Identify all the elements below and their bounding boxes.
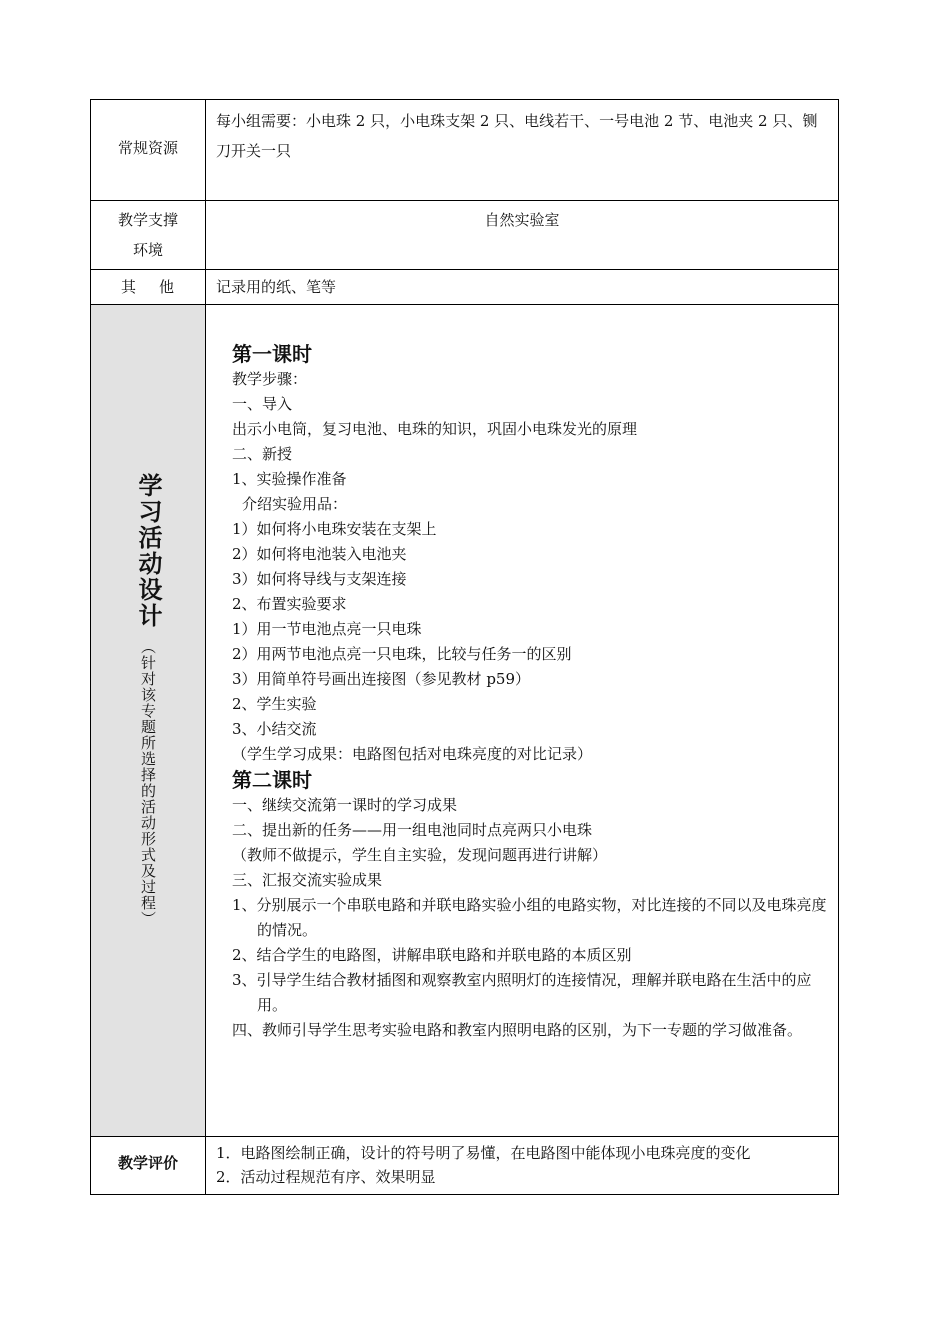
lesson2-line: 1、分别展示一个串联电路和并联电路实验小组的电路实物，对比连接的不同以及电珠亮度的情况。 bbox=[232, 896, 827, 939]
lesson1-line: 二、新授 bbox=[232, 445, 293, 463]
lesson1-line: 教学步骤： bbox=[232, 370, 308, 388]
environment-label-cell bbox=[91, 201, 206, 270]
lesson2-line: 2、结合学生的电路图，讲解串联电路和并联电路的本质区别 bbox=[232, 946, 632, 964]
lesson2-line: 二、提出新的任务——用一组电池同时点亮两只小电珠 bbox=[232, 821, 593, 839]
lesson1-line: 1）如何将小电珠安装在支架上 bbox=[232, 520, 437, 538]
lesson2-line: 四、教师引导学生思考实验电路和教室内照明电路的区别，为下一专题的学习做准备。 bbox=[232, 1021, 803, 1039]
lesson1-line: 出示小电筒，复习电池、电珠的知识，巩固小电珠发光的原理 bbox=[232, 420, 638, 438]
lesson1-line: （学生学习成果：电路图包括对电珠亮度的对比记录） bbox=[232, 745, 593, 763]
lesson2-line: （教师不做提示，学生自主实验，发现问题再进行讲解） bbox=[232, 846, 608, 864]
lesson1-line: 1、实验操作准备 bbox=[232, 470, 347, 488]
lesson1-heading: 第一课时 bbox=[232, 342, 312, 366]
environment-row bbox=[91, 201, 839, 270]
lesson-plan-table bbox=[90, 99, 839, 1195]
lesson1-line: 1）用一节电池点亮一只电珠 bbox=[232, 620, 422, 638]
other-row bbox=[91, 270, 839, 305]
other-label-cell bbox=[91, 270, 206, 305]
design-side-title: 学习活动设计 bbox=[134, 473, 162, 629]
lesson2-line: 三、汇报交流实验成果 bbox=[232, 871, 383, 889]
lesson1-line: 2）用两节电池点亮一只电珠，比较与任务一的区别 bbox=[232, 645, 572, 663]
lesson2-line: 3、引导学生结合教材插图和观察教室内照明灯的连接情况，理解并联电路在生活中的应用。 bbox=[232, 971, 812, 1014]
evaluation-label: 教学评价 bbox=[117, 1154, 178, 1172]
resources-label: 常规资源 bbox=[117, 139, 178, 157]
evaluation-item: 2．活动过程规范有序、效果明显 bbox=[216, 1168, 436, 1186]
lesson1-line: 介绍实验用品： bbox=[242, 495, 348, 513]
design-side-subtitle: （针对该专题所选择的活动形式及过程） bbox=[139, 639, 157, 927]
design-side-cell bbox=[91, 305, 206, 1137]
lesson1-line: 2、学生实验 bbox=[232, 695, 317, 713]
other-label-char2: 他 bbox=[159, 278, 176, 296]
lesson1-line: 一、导入 bbox=[232, 395, 293, 413]
lesson2-line: 一、继续交流第一课时的学习成果 bbox=[232, 796, 458, 814]
evaluation-label-cell bbox=[91, 1137, 206, 1195]
lesson1-line: 3）用简单符号画出连接图（参见教材 p59） bbox=[232, 670, 531, 688]
resources-label-cell bbox=[91, 100, 206, 201]
environment-text: 自然实验室 bbox=[206, 201, 839, 270]
other-text: 记录用的纸、笔等 bbox=[206, 270, 839, 305]
design-row bbox=[91, 305, 839, 1137]
evaluation-content bbox=[206, 1137, 839, 1195]
lesson1-line: 2、布置实验要求 bbox=[232, 595, 347, 613]
lesson1-line: 2）如何将电池装入电池夹 bbox=[232, 545, 407, 563]
lesson2-heading: 第二课时 bbox=[232, 768, 312, 792]
environment-label-line2: 环境 bbox=[132, 241, 163, 259]
lesson1-line: 3）如何将导线与支架连接 bbox=[232, 570, 407, 588]
other-label-char1: 其 bbox=[120, 278, 137, 296]
evaluation-row bbox=[91, 1137, 839, 1195]
resources-row bbox=[91, 100, 839, 201]
resources-text: 每小组需要：小电珠 2 只，小电珠支架 2 只、电线若干、一号电池 2 节、电池夹 2 只、铡刀开关一只 bbox=[206, 100, 839, 201]
environment-label-line1: 教学支撑 bbox=[117, 211, 178, 229]
design-content bbox=[206, 305, 839, 1137]
evaluation-item: 1．电路图绘制正确，设计的符号明了易懂，在电路图中能体现小电珠亮度的变化 bbox=[216, 1144, 751, 1162]
lesson1-line: 3、小结交流 bbox=[232, 720, 317, 738]
